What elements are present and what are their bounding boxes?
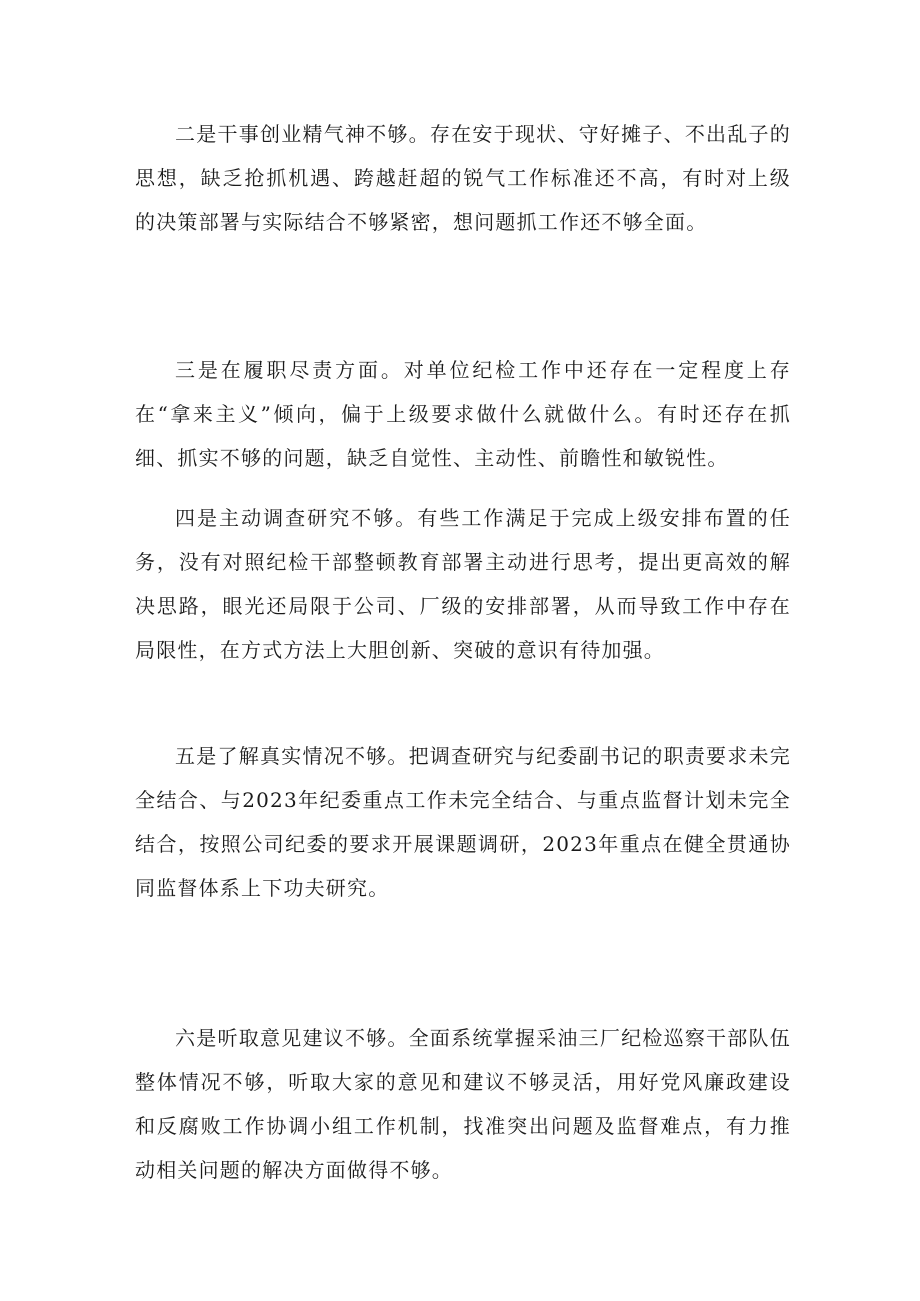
paragraph-2: 二是干事创业精气神不够。存在安于现状、守好摊子、不出乱子的思想，缺乏抢抓机遇、跨越赶超的锐气工作标准还不高，有时对上级的决策部署与实际结合不够紧密，想问题抓工作还不够全面。: [135, 122, 791, 234]
paragraph-5: 五是了解真实情况不够。把调查研究与纪委副书记的职责要求未完全结合、与2023年纪委重点工作未完全结合、与重点监督计划未完全结合，按照公司纪委的要求开展课题调研，2023年重点在健全贯通协同监督体系上下功夫研究。: [135, 744, 791, 900]
paragraph-3: 三是在履职尽责方面。对单位纪检工作中还存在一定程度上存在“拿来主义”倾向，偏于上级要求做什么就做什么。有时还存在抓细、抓实不够的问题，缺乏自觉性、主动性、前瞻性和敏锐性。: [135, 358, 791, 470]
paragraph-6: 六是听取意见建议不够。全面系统掌握采油三厂纪检巡察干部队伍整体情况不够，听取大家的意见和建议不够灵活，用好党风廉政建设和反腐败工作协调小组工作机制，找准突出问题及监督难点，有力推动相关问题的解决方面做得不够。: [135, 1026, 791, 1182]
paragraph-4: 四是主动调查研究不够。有些工作满足于完成上级安排布置的任务，没有对照纪检干部整顿教育部署主动进行思考，提出更高效的解决思路，眼光还局限于公司、厂级的安排部署，从而导致工作中存在局限性，在方式方法上大胆创新、突破的意识有待加强。: [135, 506, 791, 662]
